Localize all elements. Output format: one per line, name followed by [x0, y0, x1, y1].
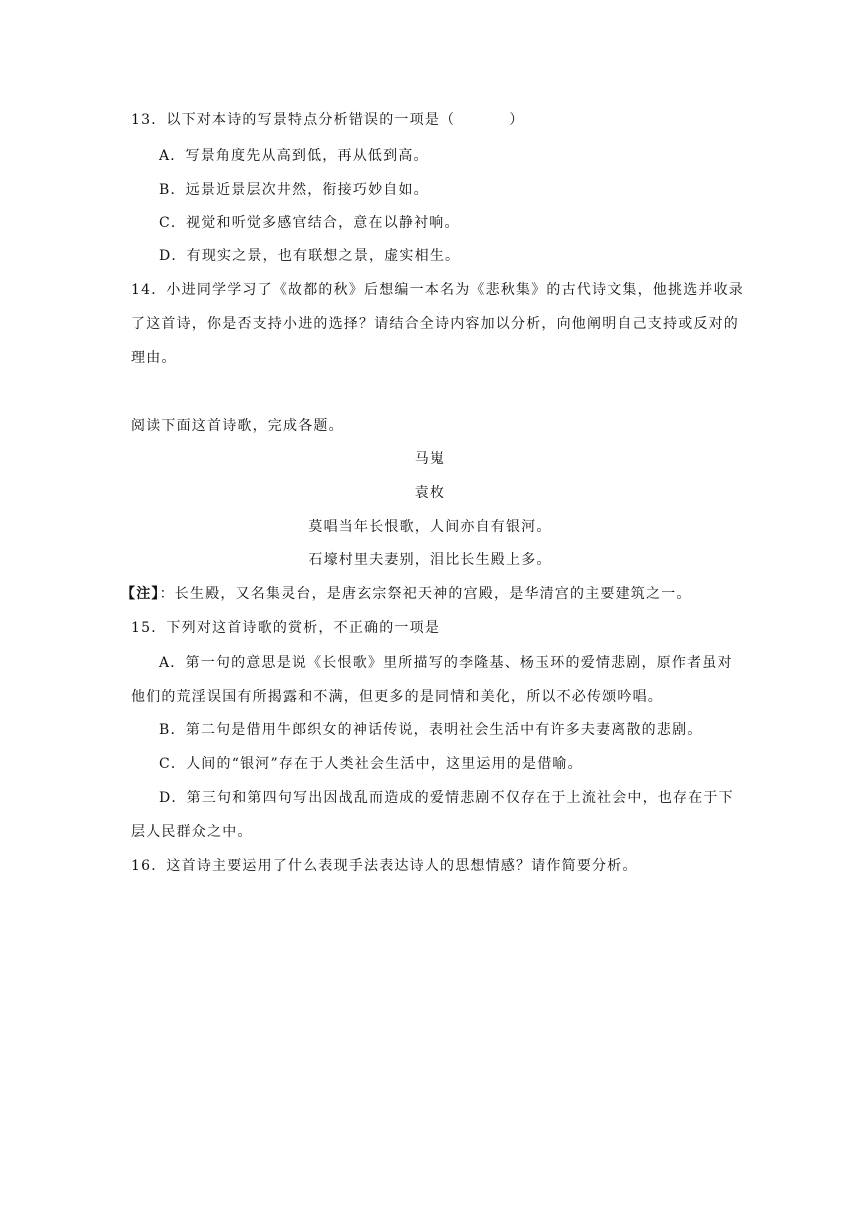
poem-line-2: 石壕村里夫妻别，泪比长生殿上多。 — [308, 552, 552, 568]
question-13-stem-text: 13．以下对本诗的写景特点分析错误的一项是（ — [131, 112, 456, 128]
question-14-line-3: 理由。 — [131, 350, 177, 366]
reading-instruction: 阅读下面这首诗歌，完成各题。 — [131, 418, 344, 434]
question-15-option-a-line-2: 他们的荒淫误国有所揭露和不满，但更多的是同情和美化，所以不必传颂吟唱。 — [131, 689, 663, 705]
question-15-option-d-line-1: D．第三句和第四句写出因战乱而造成的爱情悲剧不仅存在于上流社会中，也存在于下 — [159, 790, 734, 806]
poem-title: 马嵬 — [414, 451, 446, 467]
question-15-stem: 15．下列对这首诗歌的赏析，不正确的一项是 — [131, 620, 441, 636]
note-label: 【注】 — [121, 586, 160, 602]
question-15-option-c: C．人间的“银河”存在于人类社会生活中，这里运用的是借喻。 — [159, 756, 583, 772]
question-16-stem: 16．这首诗主要运用了什么表现手法表达诗人的思想情感？请作简要分析。 — [131, 858, 638, 874]
poem-author: 袁枚 — [414, 485, 446, 501]
note-text: ：长生殿，又名集灵台，是唐玄宗祭祀天神的宫殿，是华清宫的主要建筑之一。 — [159, 586, 692, 602]
question-15-option-d-line-2: 层人民群众之中。 — [131, 824, 253, 840]
question-13-paren-close: ） — [509, 112, 525, 128]
question-13-option-d: D．有现实之景，也有联想之景，虚实相生。 — [159, 248, 461, 264]
poem-line-1: 莫唱当年长恨歌，人间亦自有银河。 — [308, 519, 552, 535]
question-15-option-b: B．第二句是借用牛郎织女的神话传说，表明社会生活中有许多夫妻离散的悲剧。 — [159, 722, 703, 738]
question-13-option-b: B．远景近景层次井然，衔接巧妙自如。 — [159, 182, 429, 198]
question-14-line-1: 14．小进同学学习了《故都的秋》后想编一本名为《悲秋集》的古代诗文集，他挑选并收录 — [131, 282, 745, 298]
question-15-option-a-line-1: A．第一句的意思是说《长恨歌》里所描写的李隆基、杨玉环的爱情悲剧，原作者虽对 — [159, 655, 733, 671]
poem-note — [121, 584, 692, 604]
question-13-option-c: C．视觉和听觉多感官结合，意在以静衬响。 — [159, 215, 460, 231]
question-13-stem — [131, 110, 524, 130]
question-13-option-a: A．写景角度先从高到低，再从低到高。 — [159, 148, 429, 164]
question-14-line-2: 了这首诗，你是否支持小进的选择？请结合全诗内容加以分析，向他阐明自己支持或反对的 — [131, 316, 739, 332]
